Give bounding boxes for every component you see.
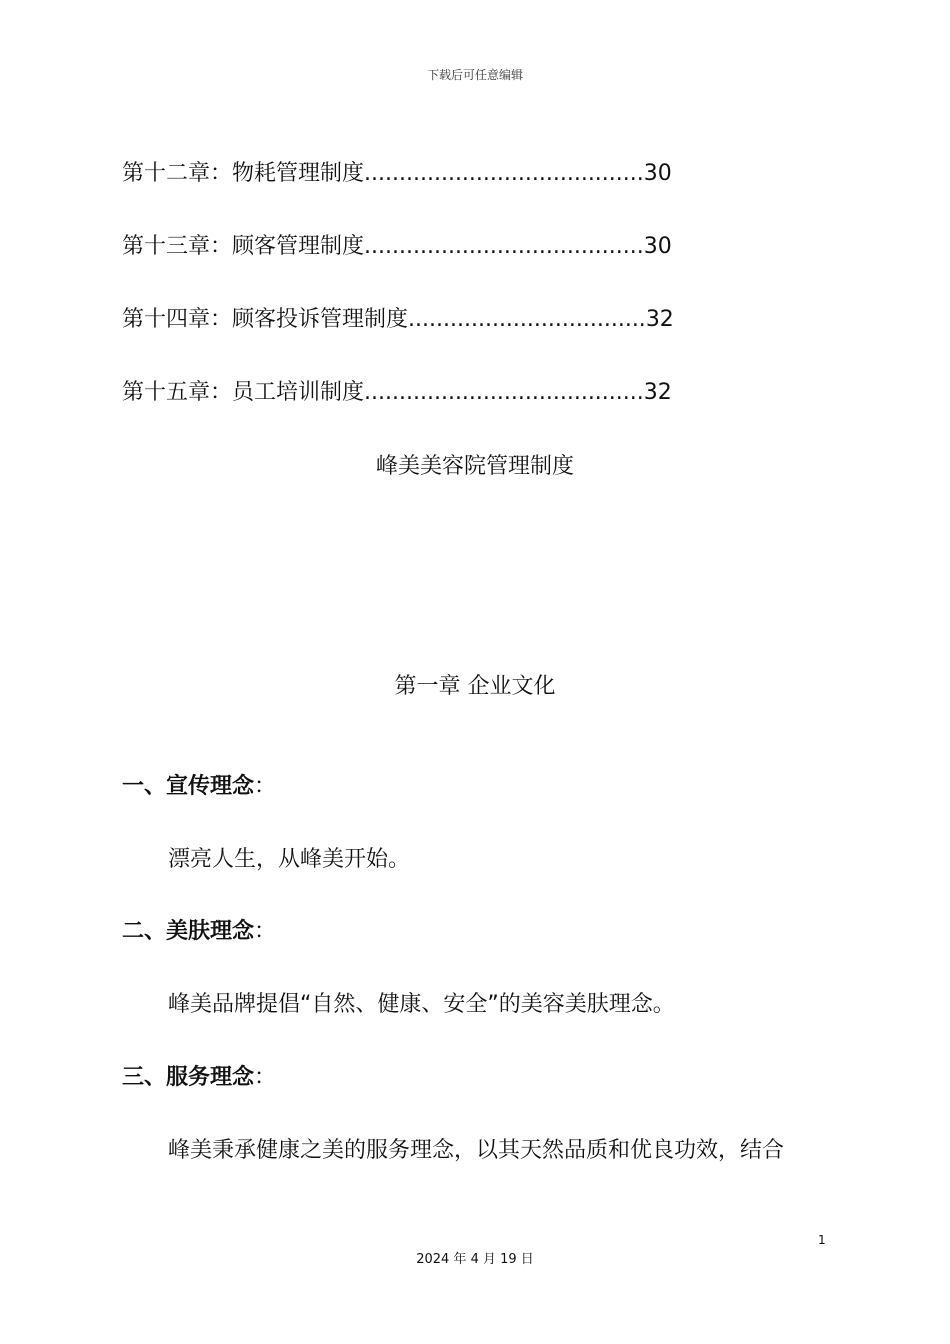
- section-heading-2: [122, 917, 842, 947]
- section-heading-text: 三、服务理念: [122, 1065, 255, 1090]
- toc-chapter: 第十四章：: [122, 307, 233, 332]
- toc-dots: ........................................: [364, 380, 644, 405]
- chapter-title: 第一章 企业文化: [394, 674, 556, 699]
- toc-entry[interactable]: [122, 156, 682, 229]
- section-body-2: 峰美品牌提倡“自然、健康、安全”的美容美肤理念。: [168, 992, 675, 1017]
- toc-page: 32: [643, 380, 672, 405]
- toc-chapter: 第十二章：: [122, 161, 233, 186]
- toc-dots: ........................................: [364, 234, 644, 259]
- toc-dots: ........................................: [364, 161, 644, 186]
- toc-entry[interactable]: [122, 375, 682, 448]
- toc-dots: ..................................: [408, 307, 646, 332]
- toc-entry[interactable]: [122, 302, 682, 375]
- toc-page: 30: [643, 234, 672, 259]
- toc-title: 物耗管理制度: [232, 161, 365, 186]
- section-heading-3: [122, 1063, 842, 1093]
- toc-page: 30: [643, 161, 672, 186]
- section-heading-1: [122, 772, 842, 802]
- toc-title: 顾客投诉管理制度: [232, 307, 409, 332]
- table-of-contents: [122, 156, 682, 448]
- section-heading-colon: ：: [254, 919, 277, 944]
- section-heading-colon: ：: [254, 774, 277, 799]
- toc-title: 顾客管理制度: [232, 234, 365, 259]
- page-number: 1: [818, 1233, 826, 1247]
- toc-page: 32: [645, 307, 674, 332]
- section-body-3: 峰美秉承健康之美的服务理念，以其天然品质和优良功效，结合: [168, 1138, 785, 1163]
- toc-chapter: 第十五章：: [122, 380, 233, 405]
- toc-title: 员工培训制度: [232, 380, 365, 405]
- section-heading-text: 一、宣传理念: [122, 774, 255, 799]
- toc-entry[interactable]: [122, 229, 682, 302]
- header-note: 下载后可任意编辑: [426, 68, 523, 82]
- footer-date: 2024 年 4 月 19 日: [416, 1252, 534, 1267]
- toc-chapter: 第十三章：: [122, 234, 233, 259]
- document-title: 峰美美容院管理制度: [375, 454, 574, 479]
- section-heading-colon: ：: [254, 1065, 277, 1090]
- section-heading-text: 二、美肤理念: [122, 919, 255, 944]
- section-body-1: 漂亮人生，从峰美开始。: [168, 847, 411, 872]
